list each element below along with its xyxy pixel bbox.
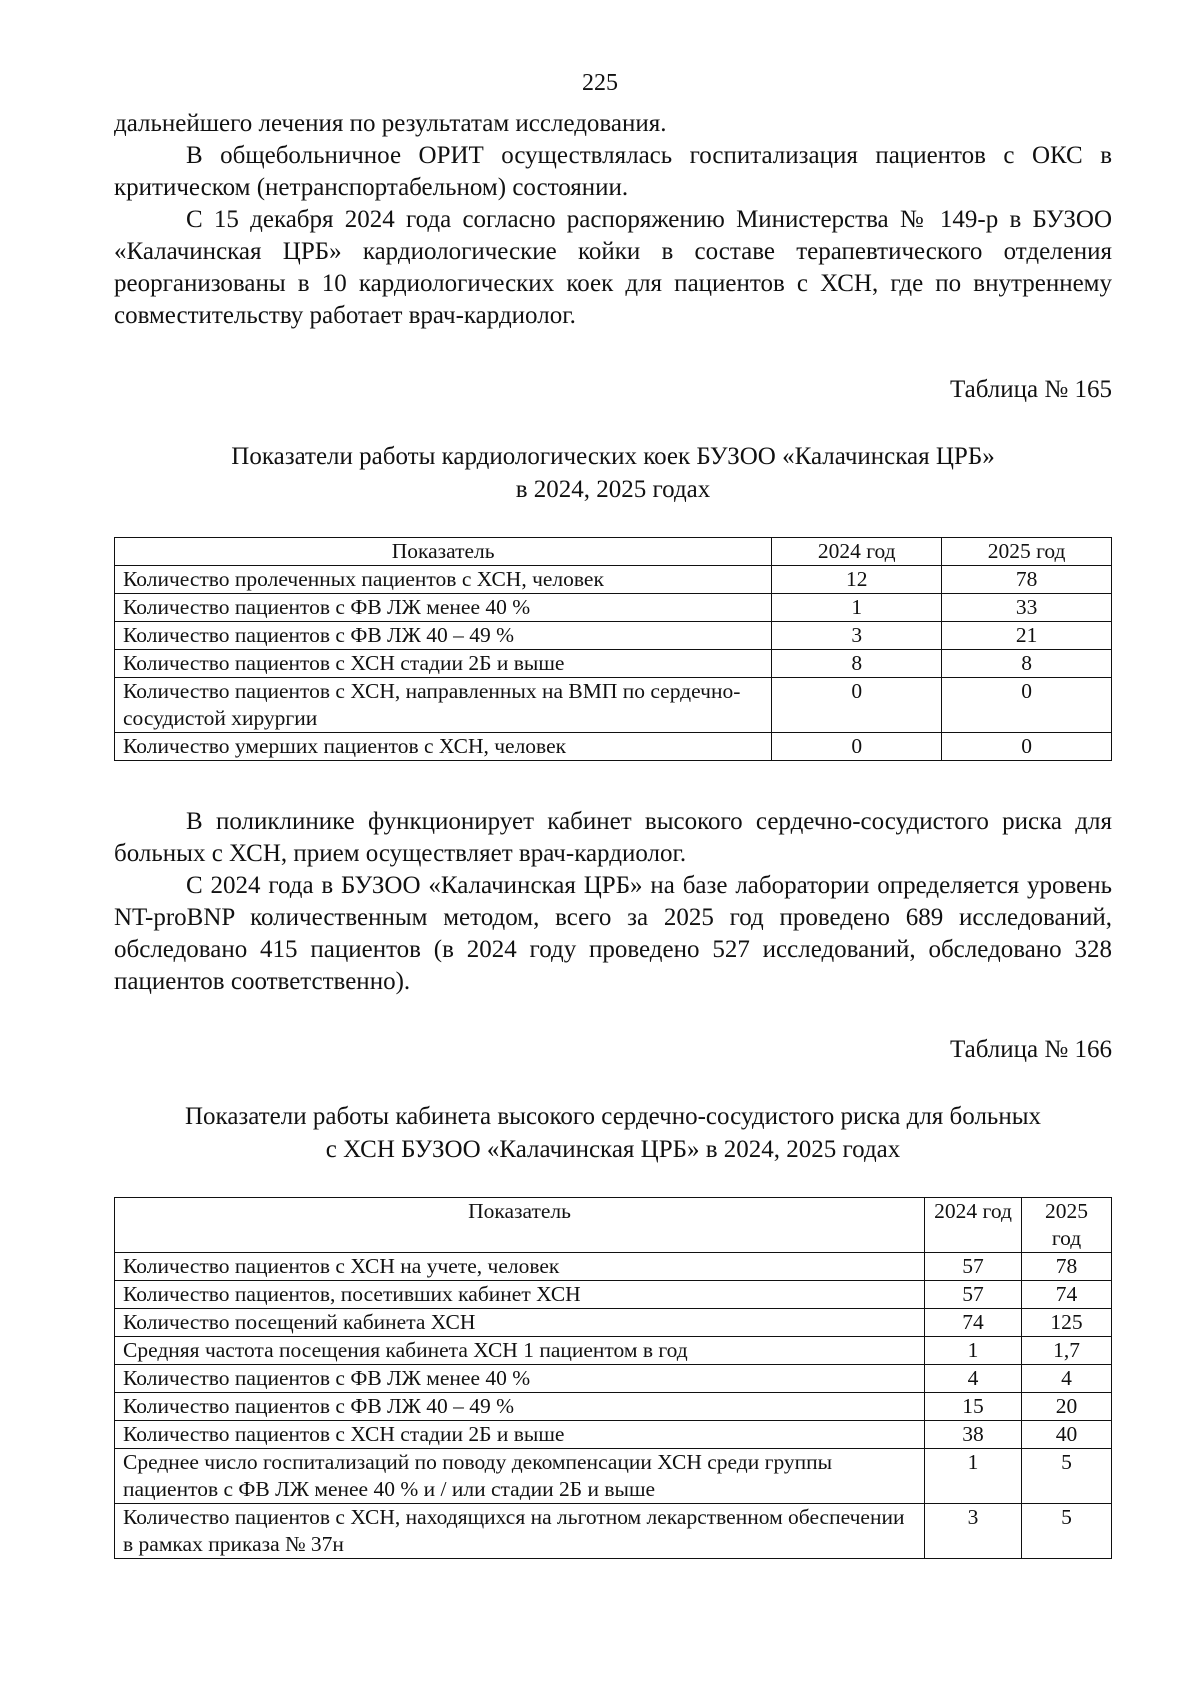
table-header-row <box>115 538 1112 566</box>
value-2024-cell: 38 <box>925 1421 1022 1449</box>
value-2024-cell: 0 <box>772 678 942 733</box>
value-2024-cell: 8 <box>772 650 942 678</box>
table-header-row <box>115 1198 1112 1253</box>
indicator-cell: Средняя частота посещения кабинета ХСН 1 пациентом в год <box>115 1337 925 1365</box>
paragraph: В общебольничное ОРИТ осуществлялась госпитализация пациентов с ОКС в критическом (нетранспортабельном) состоянии. <box>114 142 1112 201</box>
column-header: 2024 год <box>772 538 942 566</box>
indicator-cell: Количество пациентов с ФВ ЛЖ 40 – 49 % <box>115 1393 925 1421</box>
table-row <box>115 733 1112 761</box>
indicator-cell: Количество пациентов, посетивших кабинет ХСН <box>115 1281 925 1309</box>
value-2024-cell: 1 <box>772 594 942 622</box>
indicator-cell: Количество пациентов с ХСН, находящихся на льготном лекарственном обеспечении в рамках приказа № 37н <box>115 1504 925 1559</box>
indicator-cell: Количество пациентов с ХСН стадии 2Б и выше <box>115 1421 925 1449</box>
table-166-label: Таблица № 166 <box>949 1036 1112 1063</box>
caption-line: с ХСН БУЗОО «Калачинская ЦРБ» в 2024, 2025 годах <box>325 1136 901 1163</box>
value-2025-cell: 21 <box>942 622 1112 650</box>
paragraph: дальнейшего лечения по результатам исследования. <box>114 110 667 137</box>
paragraph: В поликлинике функционирует кабинет высокого сердечно-сосудистого риска для больных с ХСН, прием осуществляет врач-кардиолог. <box>114 808 1112 867</box>
caption-line: Показатели работы кардиологических коек БУЗОО «Калачинская ЦРБ» <box>231 443 995 470</box>
value-2025-cell: 40 <box>1022 1421 1112 1449</box>
value-2025-cell: 33 <box>942 594 1112 622</box>
indicator-cell: Количество умерших пациентов с ХСН, человек <box>115 733 772 761</box>
value-2024-cell: 3 <box>772 622 942 650</box>
paragraph: С 15 декабря 2024 года согласно распоряжению Министерства № 149-р в БУЗОО «Калачинская ЦРБ» кардиологические койки в составе терапевтического отделения реорганизованы в 10 кардиологических коек для пациентов с ХСН, где по внутреннему совместительству работает врач-кардиолог. <box>114 206 1112 329</box>
value-2024-cell: 3 <box>925 1504 1022 1559</box>
table-row <box>115 650 1112 678</box>
value-2025-cell: 4 <box>1022 1365 1112 1393</box>
indicator-cell: Количество посещений кабинета ХСН <box>115 1309 925 1337</box>
table-166-caption <box>114 1100 1112 1166</box>
value-2024-cell: 4 <box>925 1365 1022 1393</box>
value-2025-cell: 74 <box>1022 1281 1112 1309</box>
value-2025-cell: 0 <box>942 678 1112 733</box>
value-2024-cell: 74 <box>925 1309 1022 1337</box>
value-2025-cell: 78 <box>1022 1253 1112 1281</box>
table-row <box>115 1504 1112 1559</box>
table-row <box>115 1449 1112 1504</box>
column-header: 2025 год <box>942 538 1112 566</box>
value-2024-cell: 1 <box>925 1337 1022 1365</box>
indicator-cell: Количество пациентов с ХСН на учете, человек <box>115 1253 925 1281</box>
value-2025-cell: 78 <box>942 566 1112 594</box>
indicator-cell: Количество пациентов с ХСН, направленных на ВМП по сердечно-сосудистой хирургии <box>115 678 772 733</box>
value-2024-cell: 57 <box>925 1253 1022 1281</box>
table-row <box>115 1421 1112 1449</box>
column-header: Показатель <box>115 538 772 566</box>
table-row <box>115 678 1112 733</box>
value-2025-cell: 0 <box>942 733 1112 761</box>
column-header: 2025 год <box>1022 1198 1112 1253</box>
value-2025-cell: 125 <box>1022 1309 1112 1337</box>
table-row <box>115 594 1112 622</box>
table-166 <box>114 1197 1112 1559</box>
table-165-label: Таблица № 165 <box>949 376 1112 403</box>
caption-line: в 2024, 2025 годах <box>515 476 711 503</box>
indicator-cell: Количество пролеченных пациентов с ХСН, человек <box>115 566 772 594</box>
column-header: Показатель <box>115 1198 925 1253</box>
table-165-caption <box>114 440 1112 506</box>
table-row <box>115 1253 1112 1281</box>
value-2025-cell: 8 <box>942 650 1112 678</box>
indicator-cell: Количество пациентов с ФВ ЛЖ менее 40 % <box>115 1365 925 1393</box>
indicator-cell: Количество пациентов с ФВ ЛЖ менее 40 % <box>115 594 772 622</box>
value-2024-cell: 15 <box>925 1393 1022 1421</box>
page-number: 225 <box>582 70 618 96</box>
intro-text <box>114 108 1112 332</box>
value-2025-cell: 20 <box>1022 1393 1112 1421</box>
column-header: 2024 год <box>925 1198 1022 1253</box>
caption-line: Показатели работы кабинета высокого сердечно-сосудистого риска для больных <box>185 1103 1041 1130</box>
middle-text <box>114 806 1112 998</box>
indicator-cell: Среднее число госпитализаций по поводу декомпенсации ХСН среди группы пациентов с ФВ ЛЖ менее 40 % и / или стадии 2Б и выше <box>115 1449 925 1504</box>
table-row <box>115 622 1112 650</box>
table-row <box>115 566 1112 594</box>
table-165 <box>114 537 1112 761</box>
value-2024-cell: 12 <box>772 566 942 594</box>
value-2024-cell: 57 <box>925 1281 1022 1309</box>
value-2024-cell: 0 <box>772 733 942 761</box>
table-row <box>115 1365 1112 1393</box>
table-row <box>115 1337 1112 1365</box>
indicator-cell: Количество пациентов с ФВ ЛЖ 40 – 49 % <box>115 622 772 650</box>
value-2024-cell: 1 <box>925 1449 1022 1504</box>
table-row <box>115 1393 1112 1421</box>
paragraph: С 2024 года в БУЗОО «Калачинская ЦРБ» на базе лаборатории определяется уровень NT-proBNP количественным методом, всего за 2025 год проведено 689 исследований, обследовано 415 пациентов (в 2024 году проведено 527 исследований, обследовано 328 пациентов соответственно). <box>114 872 1112 995</box>
value-2025-cell: 5 <box>1022 1449 1112 1504</box>
table-row <box>115 1281 1112 1309</box>
table-row <box>115 1309 1112 1337</box>
value-2025-cell: 1,7 <box>1022 1337 1112 1365</box>
value-2025-cell: 5 <box>1022 1504 1112 1559</box>
indicator-cell: Количество пациентов с ХСН стадии 2Б и выше <box>115 650 772 678</box>
